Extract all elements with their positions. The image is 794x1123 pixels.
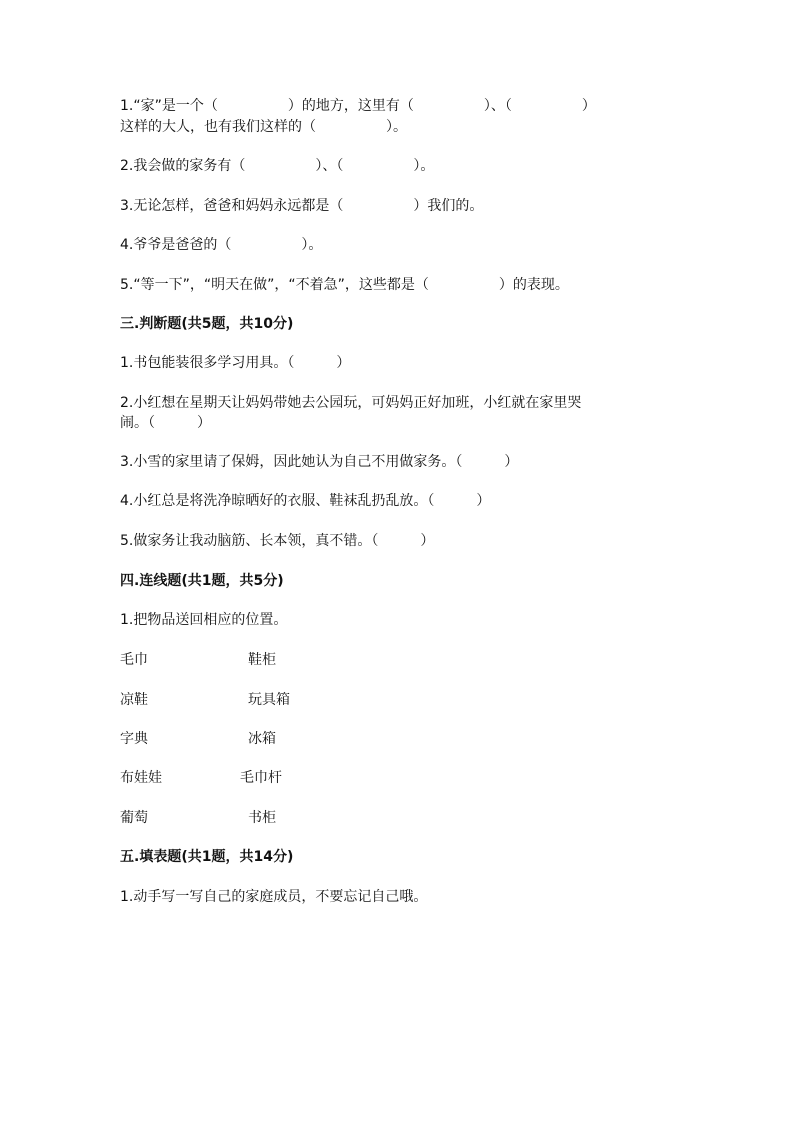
section-3-title: 三.判断题(共5题，共10分) <box>120 316 294 332</box>
fill-question-3: 3.无论怎样，爸爸和妈妈永远都是（ ）我们的。 <box>120 198 484 214</box>
fill-question-4: 4.爷爷是爸爸的（ ）。 <box>120 237 323 253</box>
section-5-title: 五.填表题(共1题，共14分) <box>120 849 294 865</box>
judge-question-1: 1.书包能装很多学习用具。（ ） <box>120 355 351 371</box>
fill-question-5: 5.“等一下”，“明天在做”，“不着急”，这些都是（ ）的表现。 <box>120 277 569 293</box>
match-left-item: 布娃娃 <box>120 770 162 786</box>
judge-question-5: 5.做家务让我动脑筋、长本领，真不错。（ ） <box>120 533 435 549</box>
judge-question-2-line-2: 闹。（ ） <box>120 415 211 431</box>
match-left-item: 字典 <box>120 731 148 747</box>
match-right-item: 书柜 <box>248 810 276 826</box>
matching-question: 1.把物品送回相应的位置。 <box>120 612 288 628</box>
section-4-title: 四.连线题(共1题，共5分) <box>120 573 284 589</box>
match-right-item: 冰箱 <box>248 731 276 747</box>
judge-question-4: 4.小红总是将洗净晾晒好的衣服、鞋袜乱扔乱放。（ ） <box>120 493 491 509</box>
match-right-item: 毛巾杆 <box>240 770 282 786</box>
table-question: 1.动手写一写自己的家庭成员，不要忘记自己哦。 <box>120 889 428 905</box>
fill-question-2: 2.我会做的家务有（ ）、（ ）。 <box>120 158 435 174</box>
match-right-item: 鞋柜 <box>248 652 276 668</box>
judge-question-3: 3.小雪的家里请了保姆，因此她认为自己不用做家务。（ ） <box>120 454 519 470</box>
fill-question-1-line-1: 1.“家”是一个（ ）的地方，这里有（ ）、（ ） <box>120 98 596 114</box>
match-right-item: 玩具箱 <box>248 692 290 708</box>
judge-question-2-line-1: 2.小红想在星期天让妈妈带她去公园玩，可妈妈正好加班，小红就在家里哭 <box>120 395 582 411</box>
fill-question-1-line-2: 这样的大人，也有我们这样的（ ）。 <box>120 119 407 135</box>
match-left-item: 凉鞋 <box>120 692 148 708</box>
match-left-item: 葡萄 <box>120 810 148 826</box>
match-left-item: 毛巾 <box>120 652 148 668</box>
